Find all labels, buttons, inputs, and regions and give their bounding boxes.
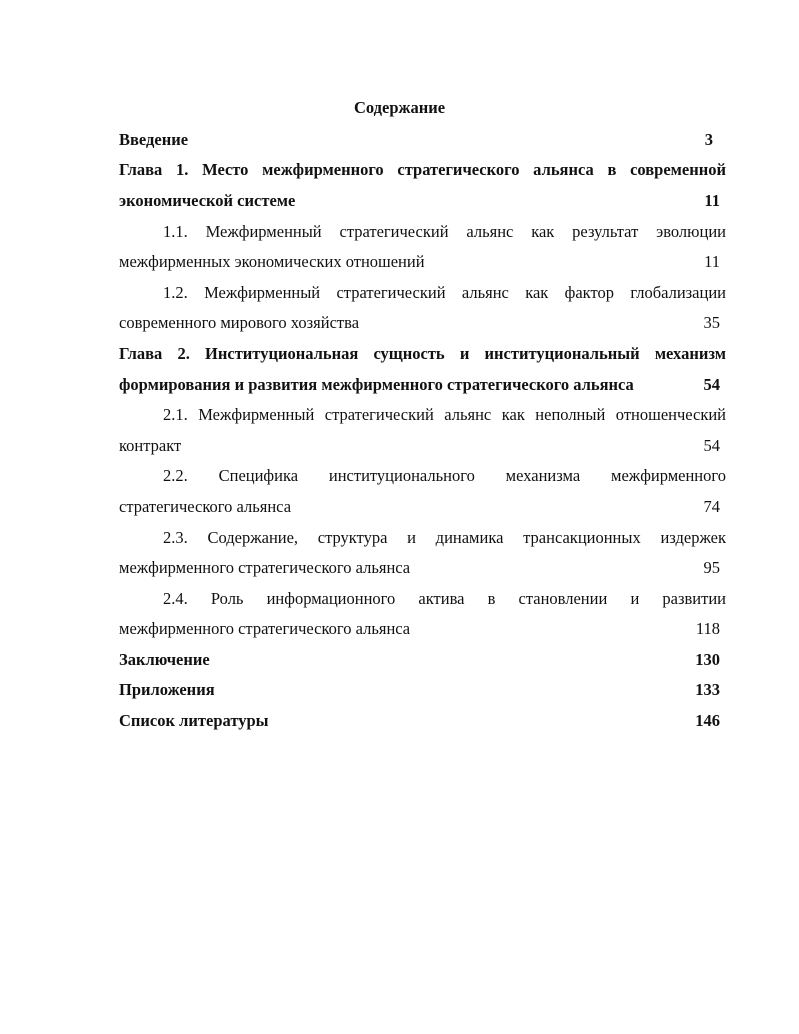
toc-page-number: 146 (695, 711, 720, 730)
toc-entry-conclusion (119, 650, 726, 670)
toc-section-2-4-line1: 2.4. Роль информационного актива в становлении и развитии (163, 589, 726, 608)
toc-entry-label: формирования и развития межфирменного стратегического альянса (119, 375, 634, 394)
toc-section-2-1-line2 (119, 436, 726, 456)
toc-chapter2-line2 (119, 375, 726, 395)
toc-entry-label: межфирменного стратегического альянса (119, 558, 411, 577)
toc-entry-label: межфирменного стратегического альянса (119, 619, 411, 638)
toc-page-number: 95 (703, 558, 720, 577)
toc-section-1-1-line1: 1.1. Межфирменный стратегический альянс как результат эволюции (163, 222, 726, 241)
toc-page-number: 11 (704, 252, 720, 271)
toc-section-1-2-line1: 1.2. Межфирменный стратегический альянс как фактор глобализации (163, 283, 726, 302)
toc-page-number: 130 (695, 650, 720, 669)
toc-page-number: 54 (703, 375, 720, 394)
toc-entry-label: Приложения (119, 680, 215, 699)
toc-page-number: 118 (695, 619, 720, 638)
toc-entry-label: Заключение (119, 650, 210, 669)
toc-chapter1-line1: Глава 1. Место межфирменного стратегического альянса в современной (119, 160, 726, 179)
toc-entry-intro (119, 130, 726, 150)
toc-chapter2-line1: Глава 2. Институциональная сущность и институциональный механизм (119, 344, 726, 363)
toc-entry-references (119, 711, 726, 731)
toc-section-1-2-line2 (119, 313, 726, 333)
toc-section-1-1-line2 (119, 252, 726, 272)
toc-title: Содержание (353, 98, 446, 117)
toc-page-number: 133 (695, 680, 720, 699)
toc-section-2-3-line2 (119, 558, 726, 578)
toc-chapter1-line2 (119, 191, 726, 211)
toc-entry-label: экономической системе (119, 191, 296, 210)
toc-section-2-2-line2 (119, 497, 726, 517)
toc-page-number: 54 (703, 436, 720, 455)
toc-entry-label: контракт (119, 436, 182, 455)
toc-entry-label: межфирменных экономических отношений (119, 252, 425, 271)
toc-page-number: 74 (703, 497, 720, 516)
toc-entry-label: современного мирового хозяйства (119, 313, 360, 332)
toc-section-2-3-line1: 2.3. Содержание, структура и динамика трансакционных издержек (163, 528, 726, 547)
toc-page-number: 35 (703, 313, 720, 332)
toc-section-2-4-line2 (119, 619, 726, 639)
toc-entry-label: стратегического альянса (119, 497, 292, 516)
toc-section-2-2-line1: 2.2. Специфика институционального механизма межфирменного (163, 466, 726, 485)
toc-entry-label: Список литературы (119, 711, 269, 730)
toc-entry-label: Введение (119, 130, 189, 149)
toc-page-number: 3 (704, 130, 713, 149)
toc-entry-appendix (119, 680, 726, 700)
toc-page-number: 11 (704, 191, 720, 210)
toc-section-2-1-line1: 2.1. Межфирменный стратегический альянс как неполный отношенческий (163, 405, 726, 424)
